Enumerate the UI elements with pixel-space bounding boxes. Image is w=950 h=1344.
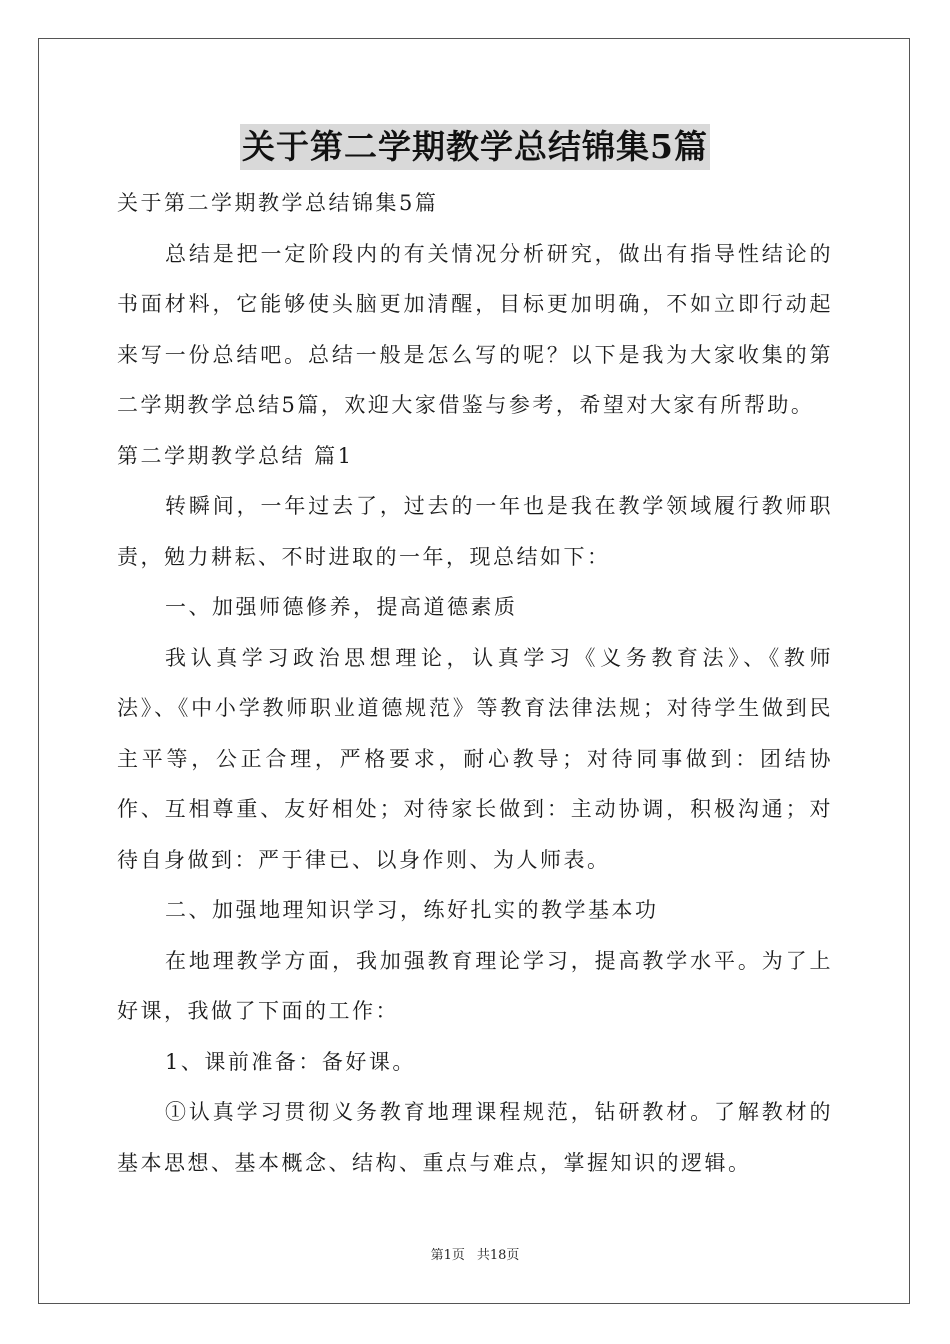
paragraph: 总结是把一定阶段内的有关情况分析研究，做出有指导性结论的书面材料，它能够使头脑更加清醒，目标更加明确，不如立即行动起来写一份总结吧。总结一般是怎么写的呢？以下是我为大家收集的第二学期教学总结5篇，欢迎大家借鉴与参考，希望对大家有所帮助。	[117, 241, 833, 417]
paragraph: 关于第二学期教学总结锦集5篇	[117, 191, 439, 215]
subsection-heading: 二、加强地理知识学习，练好扎实的教学基本功	[165, 898, 659, 922]
page-total: 共18页	[476, 1248, 520, 1263]
subsection-heading: 一、加强师德修养，提高道德素质	[165, 595, 518, 619]
paragraph: 我认真学习政治思想理论，认真学习《义务教育法》、《教师法》、《中小学教师职业道德规范》等教育法律法规；对待学生做到民主平等，公正合理，严格要求，耐心教导；对待同事做到：团结协作、互相尊重、友好相处；对待家长做到：主动协调，积极沟通；对待自身做到：严于律已、以身作则、为人师表。	[117, 645, 833, 872]
title-container	[0, 124, 950, 170]
paragraph: ①认真学习贯彻义务教育地理课程规范，钻研教材。了解教材的基本思想、基本概念、结构、重点与难点，掌握知识的逻辑。	[117, 1100, 833, 1175]
page-footer	[0, 1246, 950, 1266]
paragraph: 转瞬间，一年过去了，过去的一年也是我在教学领域履行教师职责，勉力耕耘、不时进取的一年，现总结如下：	[117, 494, 833, 569]
page-number: 第1页	[430, 1248, 465, 1263]
list-heading: 1、课前准备：备好课。	[165, 1049, 416, 1074]
paragraph: 在地理教学方面，我加强教育理论学习，提高教学水平。为了上好课，我做了下面的工作：	[117, 948, 833, 1023]
document-title: 关于第二学期教学总结锦集5篇	[240, 124, 710, 170]
document-body	[117, 178, 833, 1188]
section-heading: 第二学期教学总结 篇1	[117, 443, 354, 468]
